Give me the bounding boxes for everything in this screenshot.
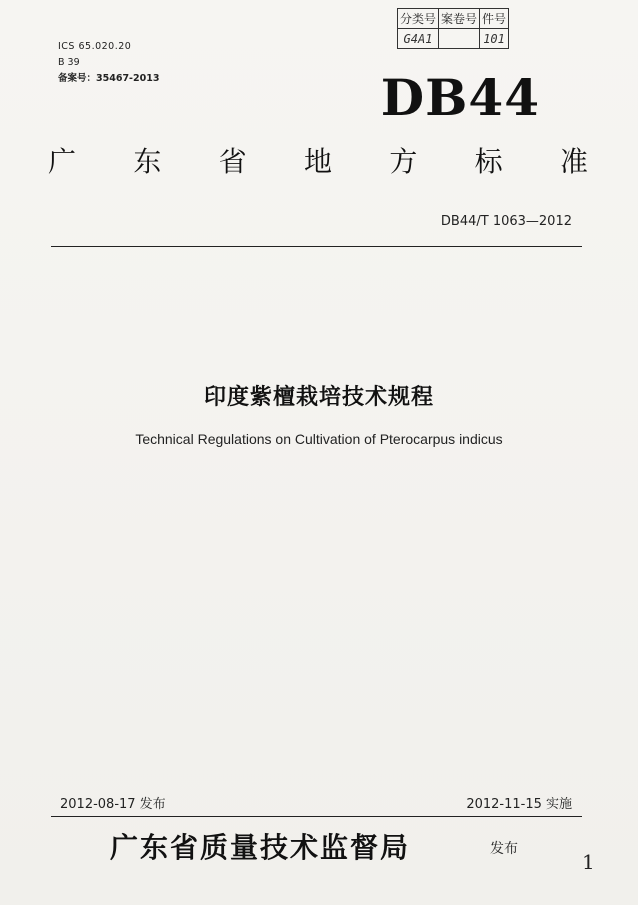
stamp-value-item: 101	[480, 29, 509, 49]
filing-stamp-header-row	[398, 9, 509, 29]
filing-stamp-table	[397, 8, 509, 49]
ics-code: ICS 65.020.20	[58, 41, 132, 52]
stamp-value-category: G4A1	[398, 29, 439, 49]
issuing-authority: 广东省质量技术监督局	[110, 831, 411, 864]
filing-stamp-value-row	[398, 29, 509, 49]
header-divider	[51, 246, 582, 247]
record-number: 备案号：35467-2013	[58, 73, 160, 84]
footer-divider	[51, 816, 582, 817]
implementation-date: 2012-11-15 实施	[466, 797, 572, 812]
local-standard-char: 广	[48, 145, 77, 178]
classification-code: B 39	[58, 57, 80, 68]
stamp-header-item: 件号	[480, 9, 509, 29]
local-standard-char: 准	[559, 145, 588, 178]
local-standard-char: 省	[218, 145, 247, 178]
page-number: 1	[582, 850, 595, 874]
local-standard-char: 标	[474, 145, 503, 178]
local-standard-char: 方	[389, 145, 418, 178]
standard-code-heading: DB44	[380, 68, 540, 127]
local-standard-char: 地	[303, 145, 332, 178]
stamp-header-category: 分类号	[398, 9, 439, 29]
local-standard-char: 东	[133, 145, 162, 178]
document-title-chinese: 印度紫檀栽培技术规程	[203, 385, 434, 410]
stamp-value-file	[439, 29, 480, 49]
standard-number: DB44/T 1063—2012	[440, 214, 572, 229]
issue-label: 发布	[490, 841, 518, 857]
local-standard-heading	[48, 140, 588, 180]
stamp-header-file: 案卷号	[439, 9, 480, 29]
document-title-english: Technical Regulations on Cultivation of Pterocarpus indicus	[135, 431, 503, 447]
issue-date: 2012-08-17 发布	[60, 797, 166, 812]
